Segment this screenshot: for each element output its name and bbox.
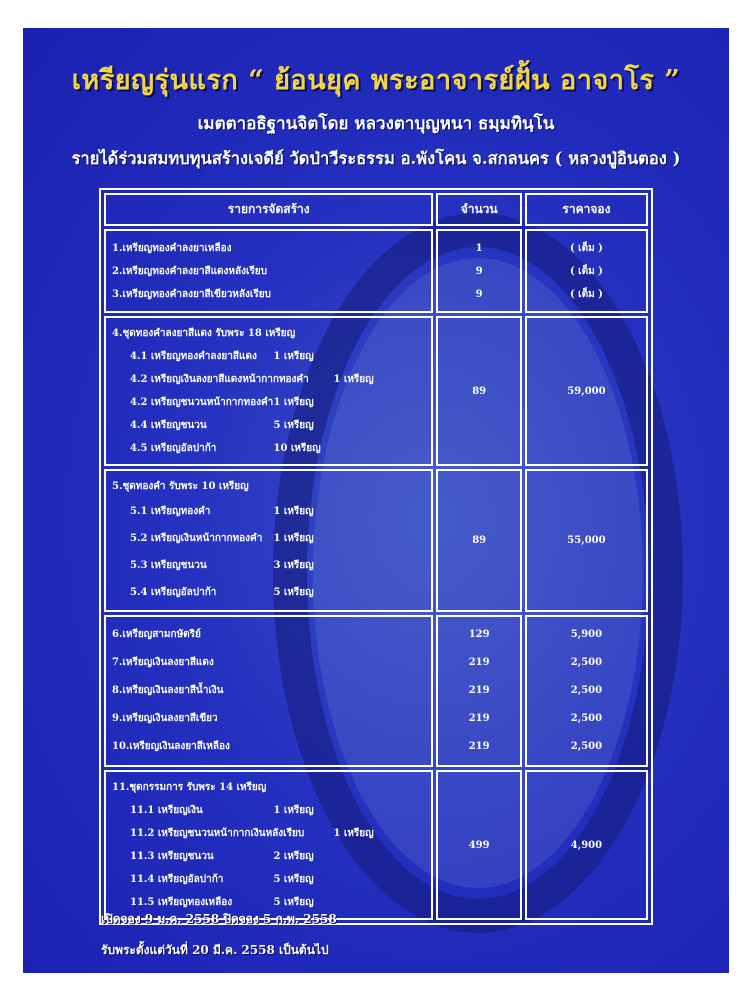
list-item: 4.1 เหรียญทองคำลงยาสีแดง 1 เหรียญ (130, 351, 314, 362)
list-item: 2.เหรียญทองคำลงยาสีแดงหลังเรียบ (112, 265, 267, 277)
list-item: 8.เหรียญเงินลงยาสีน้ำเงิน (112, 685, 224, 696)
list-item: 3.เหรียญทองคำลงยาสีเขียวหลังเรียบ (112, 288, 271, 300)
table-header-row (104, 193, 648, 226)
list-item: 9.เหรียญเงินลงยาสีเขียว (112, 713, 218, 724)
qty-value: 499 (436, 770, 521, 920)
list-item: 11.4 เหรียญอัลปาก้า 5 เหรียญ (130, 874, 314, 885)
qty-value: 219 (468, 741, 490, 752)
list-item: 5.4 เหรียญอัลปาก้า 5 เหรียญ (130, 587, 314, 598)
price-value: ( เต็ม ) (569, 288, 603, 300)
table-row-set4 (104, 316, 648, 466)
price-value: 2,500 (570, 741, 603, 752)
qty-value: 219 (468, 685, 490, 696)
table-row-group1 (104, 229, 648, 313)
list-item: 10.เหรียญเงินลงยาสีเหลือง (112, 741, 230, 752)
poster (23, 28, 729, 973)
header-price: ราคาจอง (525, 193, 648, 226)
list-item: 7.เหรียญเงินลงยาสีแดง (112, 657, 214, 668)
list-item: 5.2 เหรียญเงินหน้ากากทองคำ 1 เหรียญ (130, 533, 314, 544)
set-title: 4.ชุดทองคำลงยาสีแดง รับพระ 18 เหรียญ (112, 328, 296, 339)
qty-value: 219 (468, 713, 490, 724)
list-item: 4.4 เหรียญชนวน 5 เหรียญ (130, 420, 314, 431)
list-item: 4.2 เหรียญเงินลงยาสีแดงหน้ากากทองคำ 1 เหรียญ (130, 374, 374, 385)
qty-value: 9 (475, 288, 483, 300)
list-item: 11.2 เหรียญชนวนหน้ากากเงินหลังเรียบ 1 เหรียญ (130, 828, 374, 839)
list-item: 1.เหรียญทองคำลงยาเหลือง (112, 242, 232, 254)
qty-value: 219 (468, 657, 490, 668)
list-item: 11.3 เหรียญชนวน 2 เหรียญ (130, 851, 314, 862)
table-row-set11 (104, 770, 648, 920)
qty-value: 89 (436, 469, 521, 612)
booking-dates: เปิดจอง 9 ม.ค. 2558 ปิดจอง 5 ก.พ. 2558 (101, 912, 337, 926)
set-title: 11.ชุดกรรมการ รับพระ 14 เหรียญ (112, 782, 267, 793)
poster-title: เหรียญรุ่นแรก “ ย้อนยุค พระอาจารย์ฝั้น อาจาโร ” (71, 65, 681, 96)
header-qty: จำนวน (436, 193, 521, 226)
list-item: 11.1 เหรียญเงิน 1 เหรียญ (130, 805, 314, 816)
list-item: 4.5 เหรียญอัลปาก้า 10 เหรียญ (130, 443, 321, 454)
price-value: ( เต็ม ) (569, 265, 603, 277)
table-row-group6 (104, 615, 648, 767)
price-value: 4,900 (525, 770, 648, 920)
price-value: 2,500 (570, 685, 603, 696)
price-value: 55,000 (525, 469, 648, 612)
list-item: 6.เหรียญสามกษัตริย์ (112, 629, 201, 640)
poster-subtitle: เมตตาอธิฐานจิตโดย หลวงตาบุญหนา ธมฺมทินฺโน (197, 114, 555, 134)
table-row-set5 (104, 469, 648, 612)
price-value: 5,900 (570, 629, 603, 640)
header-item: รายการจัดสร้าง (104, 193, 433, 226)
price-value: ( เต็ม ) (569, 242, 603, 254)
qty-value: 1 (475, 242, 483, 254)
qty-value: 9 (475, 265, 483, 277)
price-value: 2,500 (570, 657, 603, 668)
list-item: 5.1 เหรียญทองคำ 1 เหรียญ (130, 506, 314, 517)
set-title: 5.ชุดทองคำ รับพระ 10 เหรียญ (112, 481, 249, 492)
list-item: 5.3 เหรียญชนวน 3 เหรียญ (130, 560, 314, 571)
list-item: 4.2 เหรียญชนวนหน้ากากทองคำ 1 เหรียญ (130, 397, 314, 408)
order-table (99, 188, 653, 925)
price-value: 2,500 (570, 713, 603, 724)
pickup-date: รับพระตั้งแต่วันที่ 20 มี.ค. 2558 เป็นต้นไป (101, 943, 329, 957)
qty-value: 89 (436, 316, 521, 466)
price-value: 59,000 (525, 316, 648, 466)
list-item: 11.5 เหรียญทองเหลือง 5 เหรียญ (130, 897, 314, 908)
poster-subtitle-donation: รายได้ร่วมสมทบทุนสร้างเจดีย์ วัดป่าวีระธรรม อ.พังโคน จ.สกลนคร ( หลวงปู่อินตอง ) (71, 149, 681, 168)
qty-value: 129 (468, 629, 490, 640)
